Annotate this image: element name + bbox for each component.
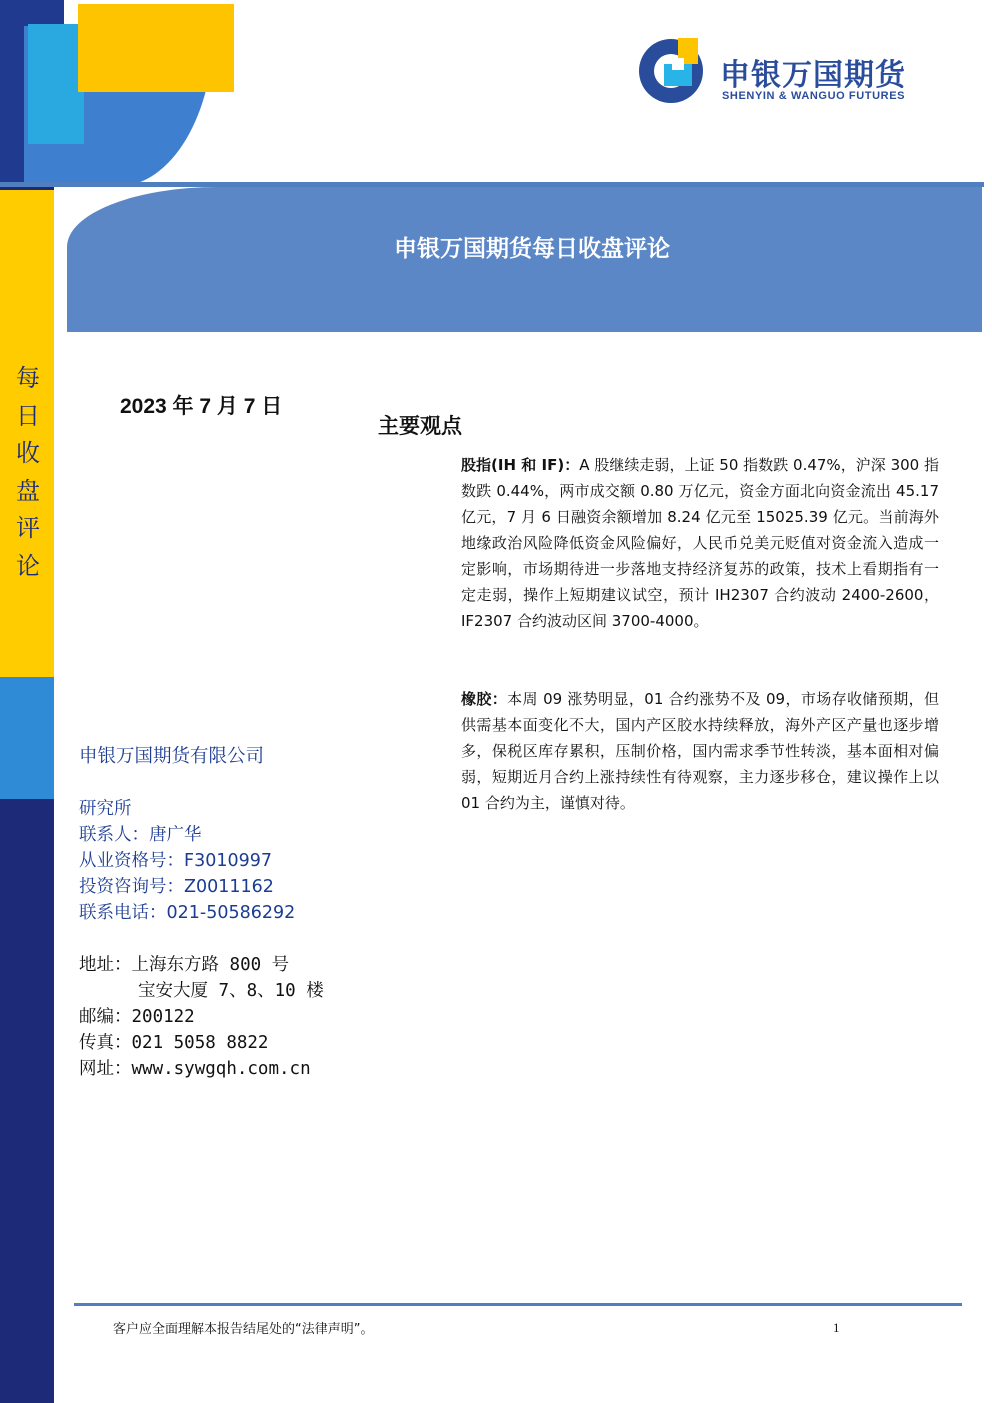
footer-legal-note: 客户应全面理解本报告结尾处的“法律声明”。 [113,1322,374,1337]
postcode: 邮编：200122 [79,1007,195,1027]
footer-divider [74,1303,962,1306]
sidebar-blue-band [0,677,54,799]
address-line-2: 宝安大厦 7、8、10 楼 [138,981,324,1001]
paragraph-text: 本周 09 涨势明显，01 合约涨势不及 09，市场存收储预期，但供需基本面变化不大，国内产区胶水持续释放，海外产区产量也逐步增多，保税区库存累积，压制价格，国内需求季节性转淡，基本面相对偏弱，短期近月合约上涨持续性有待观察，主力逐步移仓，建议操作上以 01 合约为主，谨慎对待。 [461,690,939,812]
header-decoration-yellow [78,4,234,92]
fax-number: 传真：021 5058 8822 [79,1033,269,1053]
company-logo-name-cn: 申银万国期货 [720,58,906,93]
paragraph-rubber [461,686,939,816]
sidebar-title: 每日收盘评论 [16,364,40,580]
page-number: 1 [833,1320,840,1335]
company-logo-name-en: SHENYIN & WANGUO FUTURES [722,90,906,102]
contact-phone: 联系电话：021-50586292 [79,903,296,923]
company-logo-icon [636,36,706,106]
paragraph-lead: 股指(IH 和 IF)： [461,456,580,474]
contact-person: 联系人：唐广华 [79,825,202,845]
department: 研究所 [79,799,132,819]
report-date: 2023 年 7 月 7 日 [120,395,283,418]
license-number: 从业资格号：F3010997 [79,851,273,871]
paragraph-stock-index [461,452,939,634]
website-url[interactable]: 网址：www.sywgqh.com.cn [79,1059,311,1079]
company-name: 申银万国期货有限公司 [79,746,265,767]
address-line-1: 地址：上海东方路 800 号 [79,955,290,975]
section-title: 主要观点 [378,414,462,438]
header-decoration-cyan [28,24,84,144]
paragraph-lead: 橡胶： [461,690,508,708]
advisory-number: 投资咨询号：Z0011162 [79,877,274,897]
paragraph-text: A 股继续走弱，上证 50 指数跌 0.47%，沪深 300 指数跌 0.44%，两市成交额 0.80 万亿元，资金方面北向资金流出 45.17 亿元，7 月 6 日融资余额增加 8.24 亿元至 15025.39 亿元。当前海外地缘政治风险降低资金风险偏好，人民币兑美元贬值对资金流入造成一定影响，市场期待进一步落地支持经济复苏的政策，技术上看期指有一定走弱，操作上短期建议试空，预计 IH2307 合约波动 2400-2600，IF2307 合约波动区间 3700-4000。 [461,456,939,630]
banner-title: 申银万国期货每日收盘评论 [394,236,670,262]
